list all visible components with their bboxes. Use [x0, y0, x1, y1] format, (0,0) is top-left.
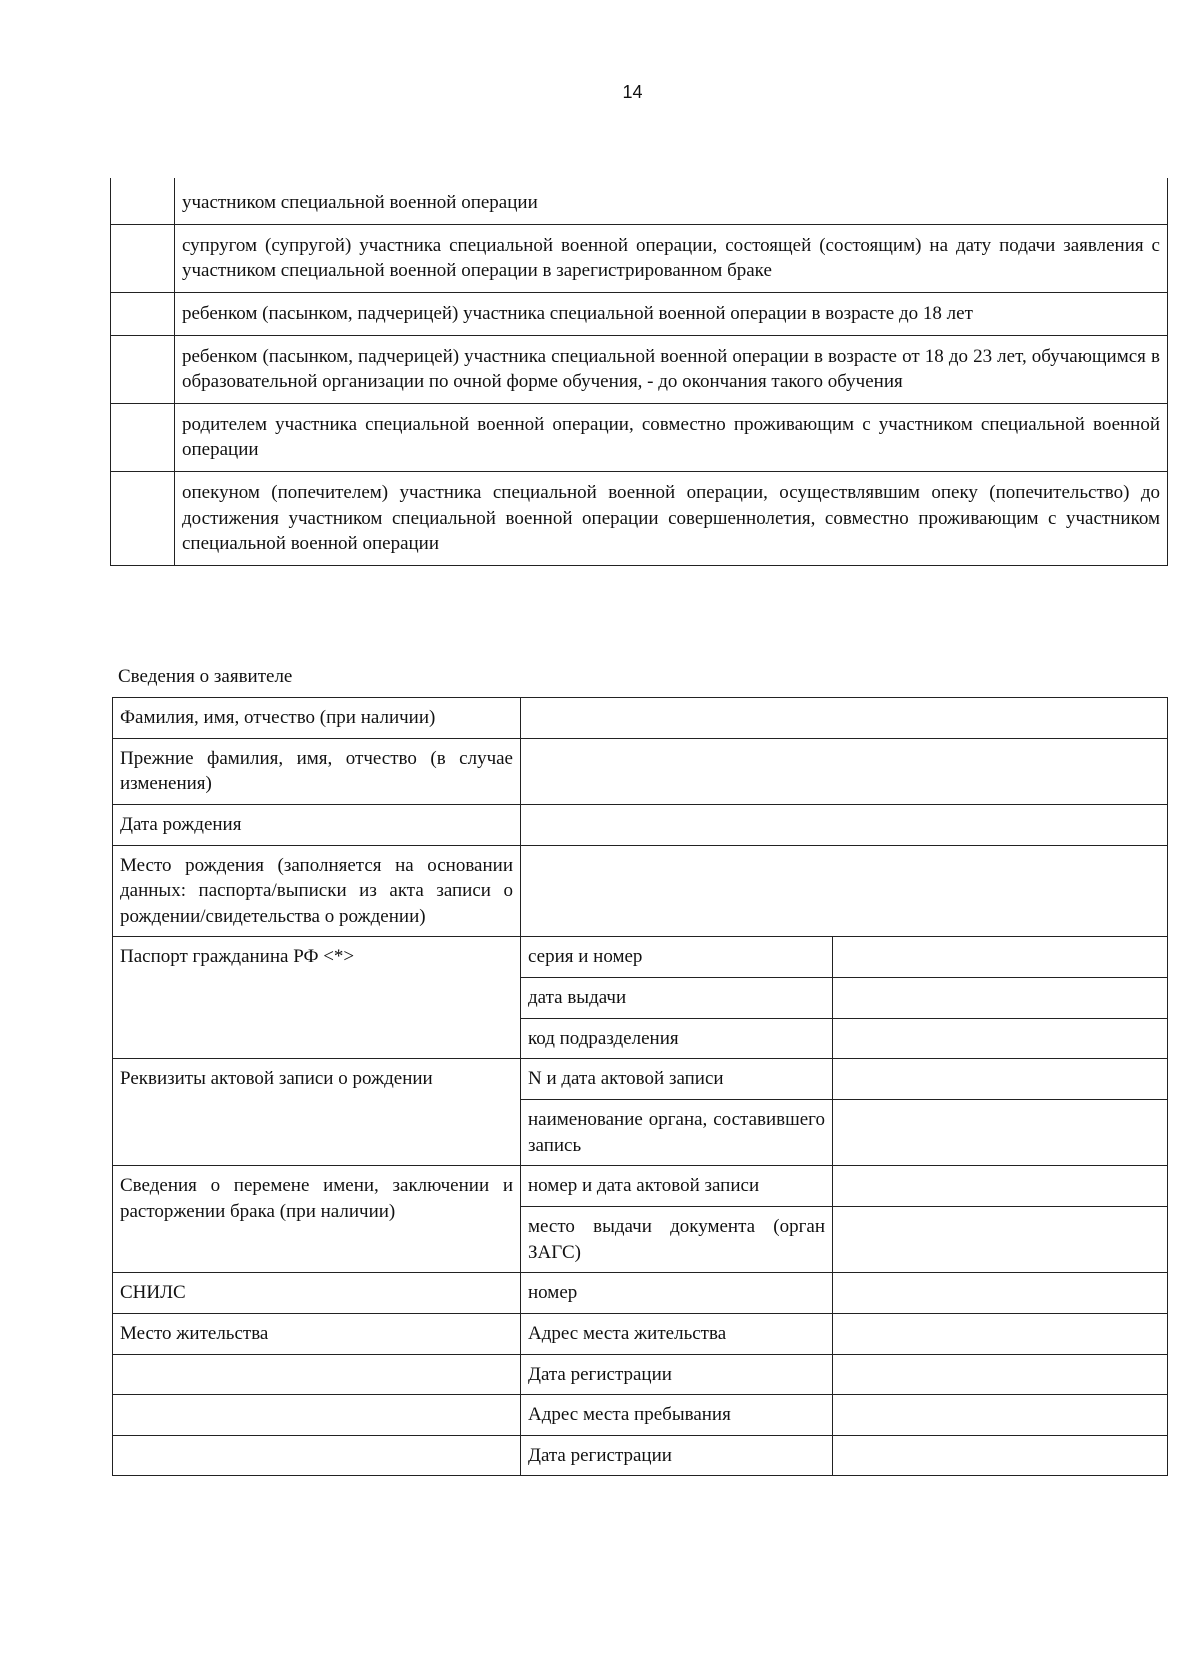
stay-address-label: Адрес места пребывания [521, 1395, 833, 1436]
former-name-field[interactable] [521, 738, 1168, 804]
former-name-row [113, 738, 1168, 804]
option-text: опекуном (попечителем) участника специальной военной операции, осуществлявшим опеку (попечительство) до достижения участником специальной военной операции совершеннолетия, совместно проживающим с участником специальной военной операции [175, 472, 1168, 566]
option-checkbox-cell[interactable] [111, 292, 175, 335]
full-name-label: Фамилия, имя, отчество (при наличии) [113, 698, 521, 739]
name-change-number-label: номер и дата актовой записи [521, 1166, 833, 1207]
name-change-place-label: место выдачи документа (орган ЗАГС) [521, 1206, 833, 1272]
passport-division-code-label: код подразделения [521, 1018, 833, 1059]
option-row [111, 178, 1168, 224]
name-change-label: Сведения о перемене имени, заключении и расторжении брака (при наличии) [113, 1166, 521, 1273]
stay-reg-date-label: Дата регистрации [521, 1435, 833, 1476]
passport-label: Паспорт гражданина РФ <*> [113, 937, 521, 1059]
option-checkbox-cell[interactable] [111, 335, 175, 403]
residence-address-label: Адрес места жительства [521, 1313, 833, 1354]
page-number: 14 [622, 82, 643, 102]
option-text: ребенком (пасынком, падчерицей) участника специальной военной операции в возрасте от 18 до 23 лет, обучающимся в образовательной организации по очной форме обучения, - до окончания такого обучения [175, 335, 1168, 403]
residence-row [113, 1354, 1168, 1395]
residence-row [113, 1313, 1168, 1354]
applicant-section-title: Сведения о заявителе [118, 666, 293, 687]
former-name-label: Прежние фамилия, имя, отчество (в случае изменения) [113, 738, 521, 804]
passport-series-field[interactable] [833, 937, 1168, 978]
birth-date-row [113, 804, 1168, 845]
residence-reg-date-label: Дата регистрации [521, 1354, 833, 1395]
birth-place-label: Место рождения (заполняется на основании данных: паспорта/выписки из акта записи о рождении/свидетельства о рождении) [113, 845, 521, 937]
option-text: участником специальной военной операции [175, 178, 1168, 224]
residence-reg-date-field[interactable] [833, 1354, 1168, 1395]
option-checkbox-cell[interactable] [111, 224, 175, 292]
passport-division-code-field[interactable] [833, 1018, 1168, 1059]
option-checkbox-cell[interactable] [111, 178, 175, 224]
stay-address-field[interactable] [833, 1395, 1168, 1436]
birth-record-authority-field[interactable] [833, 1100, 1168, 1166]
passport-row [113, 937, 1168, 978]
birth-place-field[interactable] [521, 845, 1168, 937]
residence-label: Место жительства [113, 1313, 521, 1354]
option-row [111, 472, 1168, 566]
birth-date-label: Дата рождения [113, 804, 521, 845]
snils-number-label: номер [521, 1273, 833, 1314]
applicant-table [112, 697, 1168, 1476]
option-row [111, 335, 1168, 403]
stay-reg-date-field[interactable] [833, 1435, 1168, 1476]
birth-record-number-field[interactable] [833, 1059, 1168, 1100]
birth-record-number-label: N и дата актовой записи [521, 1059, 833, 1100]
residence-empty-cell [113, 1395, 521, 1436]
name-change-row [113, 1166, 1168, 1207]
passport-series-label: серия и номер [521, 937, 833, 978]
option-text: супругом (супругой) участника специальной военной операции, состоящей (состоящим) на дату подачи заявления с участником специальной военной операции в зарегистрированном браке [175, 224, 1168, 292]
name-change-place-field[interactable] [833, 1206, 1168, 1272]
name-change-number-field[interactable] [833, 1166, 1168, 1207]
residence-row [113, 1435, 1168, 1476]
residence-empty-cell [113, 1435, 521, 1476]
residence-empty-cell [113, 1354, 521, 1395]
full-name-field[interactable] [521, 698, 1168, 739]
option-row [111, 403, 1168, 471]
birth-date-field[interactable] [521, 804, 1168, 845]
full-name-row [113, 698, 1168, 739]
snils-row [113, 1273, 1168, 1314]
option-checkbox-cell[interactable] [111, 472, 175, 566]
snils-label: СНИЛС [113, 1273, 521, 1314]
option-checkbox-cell[interactable] [111, 403, 175, 471]
residence-address-field[interactable] [833, 1313, 1168, 1354]
option-row [111, 224, 1168, 292]
option-text: родителем участника специальной военной операции, совместно проживающим с участником специальной военной операции [175, 403, 1168, 471]
birth-place-row [113, 845, 1168, 937]
birth-record-authority-label: наименование органа, составившего запись [521, 1100, 833, 1166]
passport-issue-date-field[interactable] [833, 978, 1168, 1019]
birth-record-label: Реквизиты актовой записи о рождении [113, 1059, 521, 1166]
residence-row [113, 1395, 1168, 1436]
birth-record-row [113, 1059, 1168, 1100]
snils-number-field[interactable] [833, 1273, 1168, 1314]
option-text: ребенком (пасынком, падчерицей) участника специальной военной операции в возрасте до 18 лет [175, 292, 1168, 335]
passport-issue-date-label: дата выдачи [521, 978, 833, 1019]
option-row [111, 292, 1168, 335]
status-options-table [110, 178, 1168, 566]
